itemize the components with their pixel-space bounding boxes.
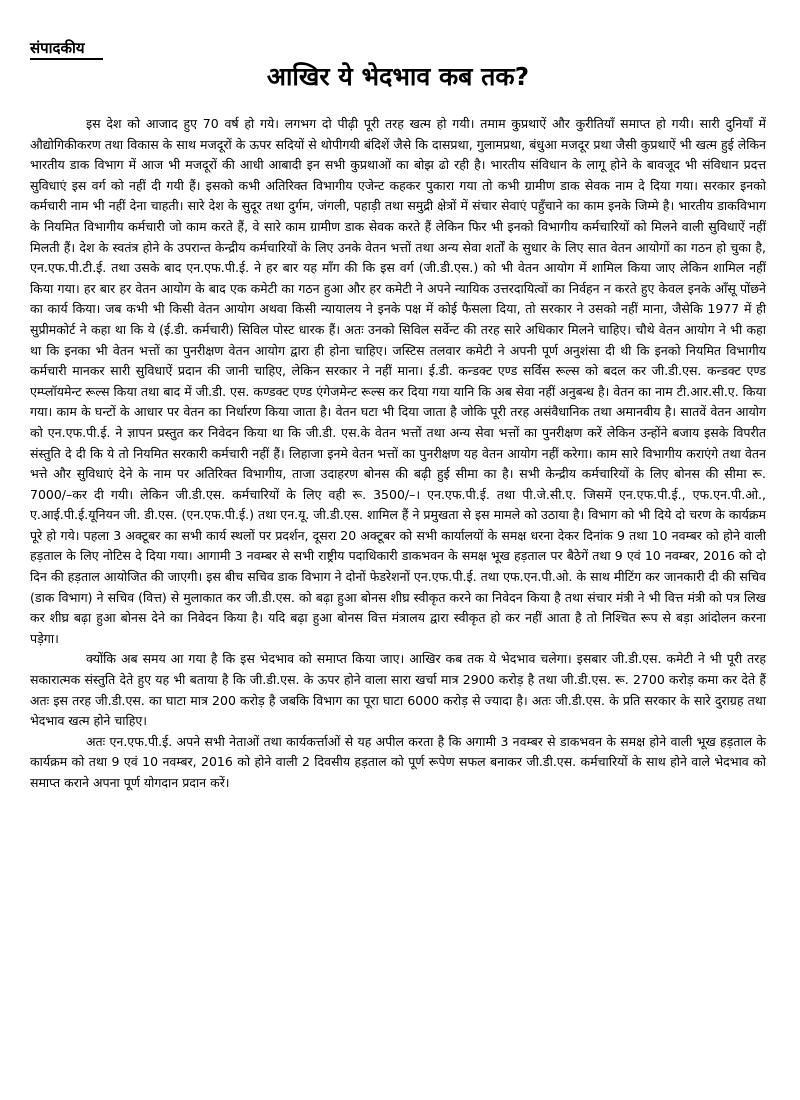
paragraph-1: इस देश को आजाद हुए 70 वर्ष हो गये। लगभग दो पीढ़ी पूरी तरह खत्म हो गयी। तमाम कुप्रथाऐं और कुरीतियाँ समाप्त हो गयी। सारी दुनियाँ में औद्योगिकीकरण तथा विकास के साथ मजदूरों के ऊपर सदियों से थोपीगयी बंदिशें जैसे कि दासप्रथा, गुलामप्रथा, बंधुआ मजदूर प्रथा जैसी कुप्रथाऐं भी खत्म हुई लेकिन भारतीय डाक विभाग में आज भी मजदूरों की आधी आबादी इन सभी कुप्रथाओं का बोझ ढो रही है। भारतीय संविधान के लागू होने के बावजूद भी संविधान प्रदत्त सुविधाएं इस वर्ग को नहीं दी गयी हैं। इसको कभी अतिरिक्त विभागीय एजेन्ट कहकर पुकारा गया तो कभी ग्रामीण डाक सेवक नाम दे दिया गया। सरकार इनको कर्मचारी नाम भी नहीं देना चाहती। सारे देश के सुदूर तथा दुर्गम, जंगली, पहाड़ी तथा समुद्री क्षेत्रों में संचार सेवाएं पहुँचाने का काम इनके जिम्मे है। भारतीय डाकविभाग के नियमित विभागीय कर्मचारी जो काम करते हैं, वे सारे काम ग्रामीण डाक सेवक करते हैं लेकिन फिर भी इनको विभागीय कर्मचारियों को मिलने वाली सुविधाऐं नहीं मिलती हैं। देश के स्वतंत्र होने के उपरान्त केन्द्रीय कर्मचारियों के लिए उनके वेतन भत्तों तथा अन्य सेवा शर्तों के सुधार के लिए सात वेतन आयोगों का गठन हो चुका है, एन.एफ.पी.टी.ई. तथा उसके बाद एन.एफ.पी.ई. ने हर बार यह माँग की कि इस वर्ग (जी.डी.एस.) को भी वेतन आयोग में शामिल किया जाए लेकिन शामिल नहीं किया गया। हर बार हर वेतन आयोग के बाद एक कमेटी का गठन हुआ और हर कमेटी ने अपने न्यायिक उत्तरदायित्वों का निर्वहन न करते हुए केवल इनके आँसू पोंछने का कार्य किया। जब कभी भी किसी वेतन आयोग अथवा किसी न्यायालय ने इनके पक्ष में कोई फैसला दिया, तो सरकार ने उसको नहीं माना, जैसेकि 1977 में ही सुप्रीमकोर्ट ने कहा था कि ये (ई.डी. कर्मचारी) सिविल पोस्ट धारक हैं। अतः उनको सिविल सर्वेन्ट की तरह सारे अधिकार मिलने चाहिए। चौथे वेतन आयोग ने भी कहा था कि इनका भी वेतन भत्तों का पुनरीक्षण वेतन आयोग द्वारा ही होना चाहिए। जस्टिस तलवार कमेटी ने अपनी पूर्ण अनुशंसा दी थी कि इनको नियमित विभागीय कर्मचारी मानकर सारी सुविधाऐं प्रदान की जानी चाहिए, लेकिन सरकार ने नहीं माना। ई.डी. कन्डक्ट एण्ड सर्विस रूल्स को बदल कर जी.डी.एस. कन्डक्ट एण्ड एम्प्लॉयमेन्ट रूल्स किया तथा बाद में जी.डी. एस. कण्डक्ट एण्ड एंगेजमेन्ट रूल्स कर दिया गया यानि कि अब सेवा नहीं अनुबन्ध है। वेतन का नाम टी.आर.सी.ए. किया गया। काम के घन्टों के आधार पर वेतन का निर्धारण किया जाता है। वेतन घटा भी दिया जाता है जोकि पूरी तरह असंवैधानिक तथा अमानवीय है। सातवें वेतन आयोग को एन.एफ.पी.ई. ने ज्ञापन प्रस्तुत कर निवेदन किया था कि जी.डी. एस.के वेतन भत्तों तथा अन्य सेवा भत्तों का पुनरीक्षण करें लेकिन उन्होंने बजाय इसके विपरीत संस्तुति दे दी कि ये तो नियमित सरकारी कर्मचारी नहीं हैं। लिहाजा इनमे वेतन भत्तों का पुनरीक्षण यह वेतन आयोग नहीं करेगा। काम सारे विभागीय कराएंगे तथा वेतन भत्ते और सुविधाएं देने के नाम पर अतिरिक्त विभागीय, ताजा उदाहरण बोनस की बढ़ी हुई सीमा का है। सभी केन्द्रीय कर्मचारियों के लिए बोनस की सीमा रू. 7000/–कर दी गयी। लेकिन जी.डी.एस. कर्मचारियों के लिए वही रू. 3500/–। एन.एफ.पी.ई. तथा पी.जे.सी.ए. जिसमें एन.एफ.पी.ई., एफ.एन.पी.ओ., ए.आई.पी.ई.यूनियन जी. डी.एस. (एन.एफ.पी.ई.) तथा एन.यू. जी.डी.एस. शामिल हैं ने प्रमुखता से इस मामले को उठाया है। विभाग को भी दिये दो चरण के कार्यक्रम पूरे हो गये। पहला 3 अक्टूबर का सभी कार्य स्थलों पर प्रदर्शन, दूसरा 20 अक्टूबर को सभी कार्यालयों के समक्ष धरना देकर दिनांक 9 तथा 10 नवम्बर को होने वाली हड़ताल के लिए नोटिस दे दिया गया। आगामी 3 नवम्बर से सभी राष्ट्रीय पदाधिकारी डाकभवन के समक्ष भूख हड़ताल पर बैठेगें तथा 9 एवं 10 नवम्बर, 2016 को दो दिन की हड़ताल आयोजित की जाएगी। इस बीच सचिव डाक विभाग ने दोनों फेडरेशनों एन.एफ.पी.ई. तथा एफ.एन.पी.ओ. के साथ मीटिंग कर जानकारी दी की सचिव (डाक विभाग) ने सचिव (वित्त) से मुलाकात कर जी.डी.एस. को बढ़ा हुआ बोनस शीघ्र स्वीकृत करने का निवेदन किया है तथा संचार मंत्री ने भी वित्त मंत्री को पत्र लिख कर शीघ्र बढ़ा हुआ बोनस देने का निवेदन किया है। यदि बढ़ा हुआ बोनस वित्त मंत्रालय द्वारा स्वीकृत हो कर नहीं आता है तो निश्चित रूप से बड़ा आंदोलन करना पड़ेगा। [30, 116, 766, 646]
headline: आखिर ये भेदभाव कब तक? [266, 62, 530, 91]
paragraph-2: क्योंकि अब समय आ गया है कि इस भेदभाव को समाप्त किया जाए। आखिर कब तक ये भेदभाव चलेगा। इसबार जी.डी.एस. कमेटी ने भी पूरी तरह सकारात्मक संस्तुति देते हुए यह भी बताया है कि जी.डी.एस. के ऊपर होने वाला सारा खर्चा मात्र 2900 करोड़ है तथा जी.डी.एस. रू. 2700 करोड़ कमा कर देते हैं अतः इस तरह जी.डी.एस. का घाटा मात्र 200 करोड़ है जबकि विभाग का पूरा घाटा 6000 करोड़ से ज्यादा है। अतः जी.डी.एस. के प्रति सरकार के सारे दुराग्रह तथा भेदभाव खत्म होने चाहिए। [30, 651, 766, 729]
article-body [30, 114, 766, 794]
paragraph-3: अतः एन.एफ.पी.ई. अपने सभी नेताओं तथा कार्यकर्त्ताओं से यह अपील करता है कि अगामी 3 नवम्बर से डाकभवन के समक्ष होने वाली भूख हड़ताल के कार्यक्रम को तथा 9 एवं 10 नवम्बर, 2016 को होने वाली 2 दिवसीय हड़ताल को पूर्ण रूपेण सफल बनाकर जी.डी.एस. कर्मचारियों के साथ होने वाले भेदभाव को समाप्त कराने अपना पूर्ण योगदान प्रदान करें। [30, 733, 766, 790]
section-label: संपादकीय [30, 38, 103, 60]
